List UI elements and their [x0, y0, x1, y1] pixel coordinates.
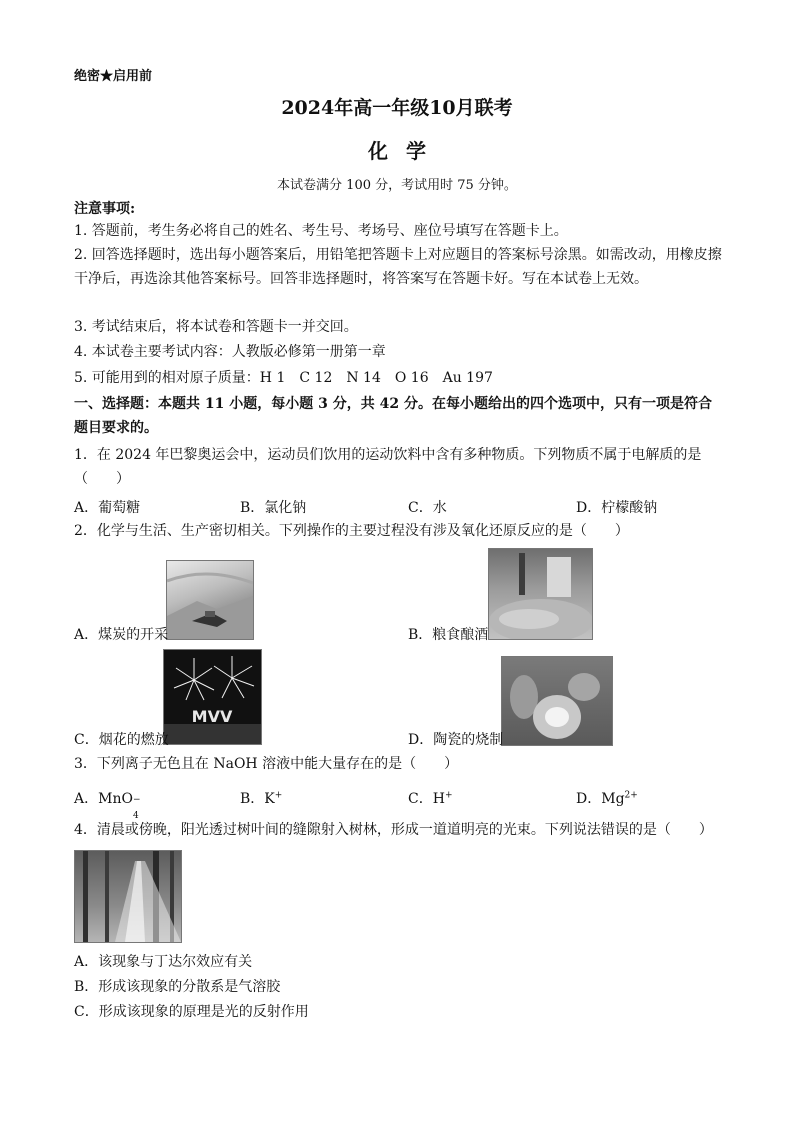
formula-base: H: [432, 791, 445, 807]
q1-option-b: B．氯化钠: [240, 500, 307, 516]
q3-option-c: [408, 788, 452, 808]
q3-option-label: B．: [240, 791, 265, 807]
question-4-stem: 4．清晨或傍晚，阳光透过树叶间的缝隙射入树林，形成一道道明亮的光束。下列说法错误的是（ ）: [74, 822, 713, 838]
q2-option-a: A．煤炭的开采: [74, 627, 169, 643]
q2-option-d: D．陶瓷的烧制: [408, 732, 504, 748]
formula-base: MnO: [98, 791, 133, 807]
coal-mining-illustration: [167, 561, 253, 639]
fireworks-illustration: [164, 650, 261, 744]
note-item: 4. 本试卷主要考试内容：人教版必修第一册第一章: [74, 344, 386, 360]
question-1-stem: 1．在 2024 年巴黎奥运会中，运动员们饮用的运动饮料中含有多种物质。下列物质不属于电解质的是（ ）: [74, 447, 702, 487]
forest-light-image: [74, 850, 182, 943]
note-item: 5. 可能用到的相对原子质量：H 1 C 12 N 14 O 16 Au 197: [74, 370, 493, 386]
q3-option-label: A．: [74, 791, 99, 807]
fireworks-image: [163, 649, 262, 745]
exam-title: 2024年高一年级10月联考: [281, 97, 513, 119]
notes-heading: 注意事项:: [74, 201, 136, 217]
q3-option-b: [240, 788, 282, 808]
formula-charge: +: [444, 790, 453, 801]
formula-charge: −: [132, 795, 141, 805]
note-item: 3. 考试结束后，将本试卷和答题卡一并交回。: [74, 319, 358, 335]
q4-option-b: B．形成该现象的分散系是气溶胶: [74, 979, 281, 995]
formula-base: Mg: [601, 791, 625, 807]
score-info: 本试卷满分 100 分，考试用时 75 分钟。: [277, 178, 517, 193]
q3-option-a: [74, 788, 141, 821]
question-3-stem: 3．下列离子无色且在 NaOH 溶液中能大量存在的是（ ）: [74, 756, 459, 772]
q2-option-b: B．粮食酿酒: [408, 627, 489, 643]
formula-base: K: [264, 791, 275, 807]
q1-option-d: D．柠檬酸钠: [576, 500, 658, 516]
forest-light-illustration: [75, 851, 181, 942]
q3-option-label: D．: [576, 791, 602, 807]
note-item: 1. 答题前，考生务必将自己的姓名、考生号、考场号、座位号填写在答题卡上。: [74, 223, 568, 239]
subject-title: 化学: [368, 139, 444, 163]
grain-brewing-image: [488, 548, 593, 640]
formula-charge: +: [274, 790, 283, 801]
q1-option-c: C．水: [408, 500, 447, 516]
note-item: 2. 回答选择题时，选出每小题答案后，用铅笔把答题卡上对应题目的答案标号涂黑。如需改动，用橡皮擦干净后，再选涂其他答案标号。回答非选择题时，将答案写在答题卡好。写在本试卷上无效。: [74, 247, 722, 287]
q2-option-c: C．烟花的燃放: [74, 732, 169, 748]
grain-brewing-illustration: [489, 549, 592, 639]
ceramics-illustration: [502, 657, 612, 745]
coal-mining-image: [166, 560, 254, 640]
ceramics-image: [501, 656, 613, 746]
formula-subscript: 4: [132, 811, 139, 821]
confidential-label: 绝密★启用前: [74, 69, 153, 84]
q4-option-a: A．该现象与丁达尔效应有关: [74, 954, 253, 970]
formula-charge: 2+: [624, 790, 638, 801]
q3-option-d: [576, 788, 638, 808]
q1-option-a: A．葡萄糖: [74, 500, 141, 516]
q3-option-label: C．: [408, 791, 433, 807]
q4-option-c: C．形成该现象的原理是光的反射作用: [74, 1004, 309, 1020]
section-title: 一、选择题：本题共 11 小题，每小题 3 分，共 42 分。在每小题给出的四个选项中，只有一项是符合题目要求的。: [74, 396, 712, 436]
question-2-stem: 2．化学与生活、生产密切相关。下列操作的主要过程没有涉及氧化还原反应的是（ ）: [74, 523, 629, 539]
fireworks-text: MVV: [191, 707, 233, 726]
